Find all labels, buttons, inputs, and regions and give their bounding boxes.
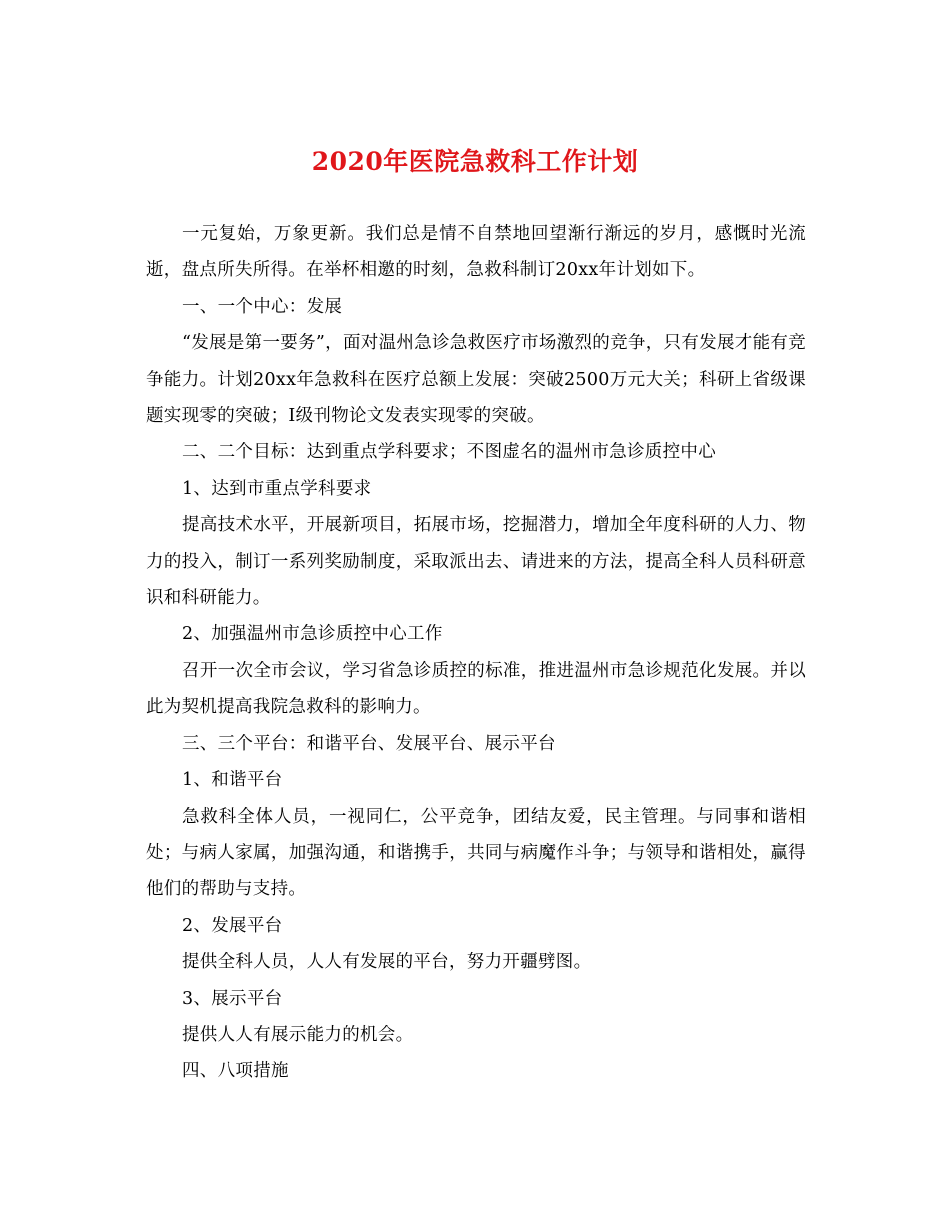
subheading-2-1: 1、达到市重点学科要求 bbox=[182, 478, 372, 499]
paragraph-3-3: 提供人人有展示能力的机会。 bbox=[182, 1024, 414, 1045]
paragraph-3-1: 急救科全体人员，一视同仁，公平竞争，团结友爱，民主管理。与同事和谐相处；与病人家属，加强沟通，和谐携手，共同与病魔作斗争；与领导和谐相处，赢得他们的帮助与支持。 bbox=[146, 806, 806, 900]
paragraph-2-1: 提高技术水平，开展新项目，拓展市场，挖掘潜力，增加全年度科研的人力、物力的投入，制订一系列奖励制度，采取派出去、请进来的方法，提高全科人员科研意识和科研能力。 bbox=[146, 515, 806, 609]
heading-section-4: 四、八项措施 bbox=[182, 1061, 289, 1082]
subheading-3-1: 1、和谐平台 bbox=[182, 770, 283, 791]
paragraph-development: “发展是第一要务”，面对温州急诊急救医疗市场激烈的竞争，只有发展才能有竞争能力。计划20xx年急救科在医疗总额上发展：突破2500万元大关；科研上省级课题实现零的突破；Ⅰ级刊物论文发表实现零的突破。 bbox=[146, 333, 806, 427]
heading-section-3: 三、三个平台：和谐平台、发展平台、展示平台 bbox=[182, 733, 556, 754]
subheading-2-2: 2、加强温州市急诊质控中心工作 bbox=[182, 624, 443, 645]
paragraph-2-2: 召开一次全市会议，学习省急诊质控的标准，推进温州市急诊规范化发展。并以此为契机提高我院急救科的影响力。 bbox=[146, 660, 806, 718]
heading-section-2: 二、二个目标：达到重点学科要求；不图虚名的温州市急诊质控中心 bbox=[182, 442, 716, 463]
paragraph-intro: 一元复始，万象更新。我们总是情不自禁地回望渐行渐远的岁月，感慨时光流逝，盘点所失所得。在举杯相邀的时刻，急救科制订20xx年计划如下。 bbox=[146, 224, 806, 281]
document-body bbox=[146, 216, 806, 1090]
subheading-3-2: 2、发展平台 bbox=[182, 915, 283, 936]
paragraph-3-2: 提供全科人员，人人有发展的平台，努力开疆劈图。 bbox=[182, 952, 592, 973]
heading-section-1: 一、一个中心：发展 bbox=[182, 296, 343, 317]
document-title: 2020年医院急救科工作计划 bbox=[311, 147, 639, 176]
subheading-3-3: 3、展示平台 bbox=[182, 988, 283, 1009]
